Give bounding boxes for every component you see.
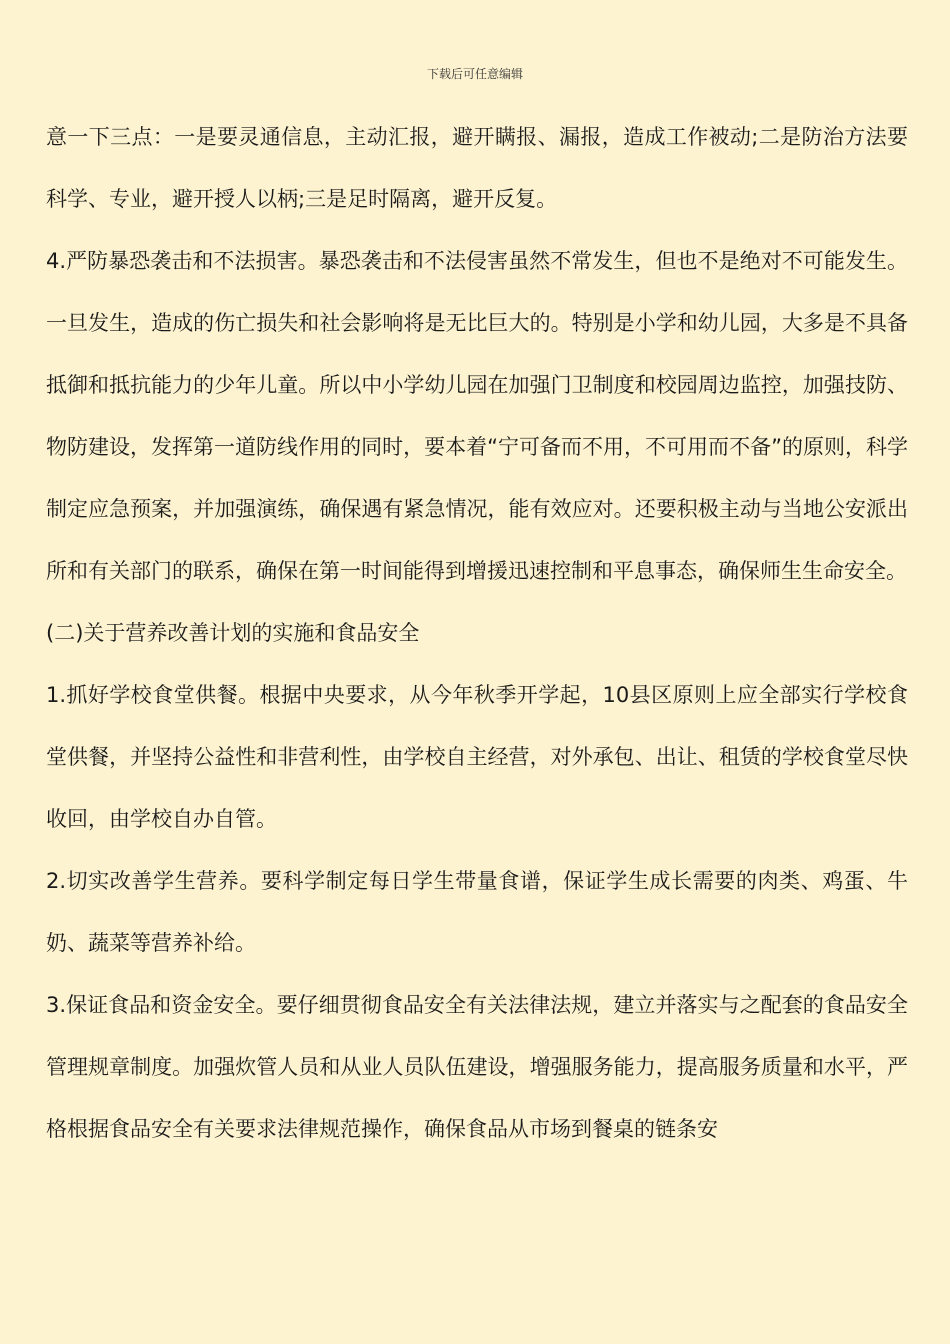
paragraph-food-fund-safety: 3.保证食品和资金安全。要仔细贯彻食品安全有关法律法规，建立并落实与之配套的食品安全管理规章制度。加强炊管人员和从业人员队伍建设，增强服务能力，提高服务质量和水平，严格根据食品安全有关要求法律规范操作，确保食品从市场到餐桌的链条安 <box>46 993 908 1141</box>
paragraph-epidemic-points: 意一下三点：一是要灵通信息，主动汇报，避开瞒报、漏报，造成工作被动;二是防治方法要科学、专业，避开授人以柄;三是足时隔离，避开反复。 <box>46 125 908 211</box>
section-heading-nutrition-food-safety: (二)关于营养改善计划的实施和食品安全 <box>46 621 420 645</box>
paragraph-canteen-supply: 1.抓好学校食堂供餐。根据中央要求，从今年秋季开学起，10县区原则上应全部实行学校食堂供餐，并坚持公益性和非营利性，由学校自主经营，对外承包、出让、租赁的学校食堂尽快收回，由学校自办自管。 <box>46 683 908 831</box>
paragraph-prevent-violence: 4.严防暴恐袭击和不法损害。暴恐袭击和不法侵害虽然不常发生，但也不是绝对不可能发生。一旦发生，造成的伤亡损失和社会影响将是无比巨大的。特别是小学和幼儿园，大多是不具备抵御和抵抗能力的少年儿童。所以中小学幼儿园在加强门卫制度和校园周边监控，加强技防、物防建设，发挥第一道防线作用的同时，要本着“宁可备而不用，不可用而不备”的原则，科学制定应急预案，并加强演练，确保遇有紧急情况，能有效应对。还要积极主动与当地公安派出所和有关部门的联系，确保在第一时间能得到增援迅速控制和平息事态，确保师生生命安全。 <box>46 249 908 583</box>
document-body <box>46 106 908 1160</box>
paragraph-student-nutrition: 2.切实改善学生营养。要科学制定每日学生带量食谱，保证学生成长需要的肉类、鸡蛋、牛奶、蔬菜等营养补给。 <box>46 869 908 955</box>
page-header-caption: 下载后可任意编辑 <box>426 67 523 81</box>
